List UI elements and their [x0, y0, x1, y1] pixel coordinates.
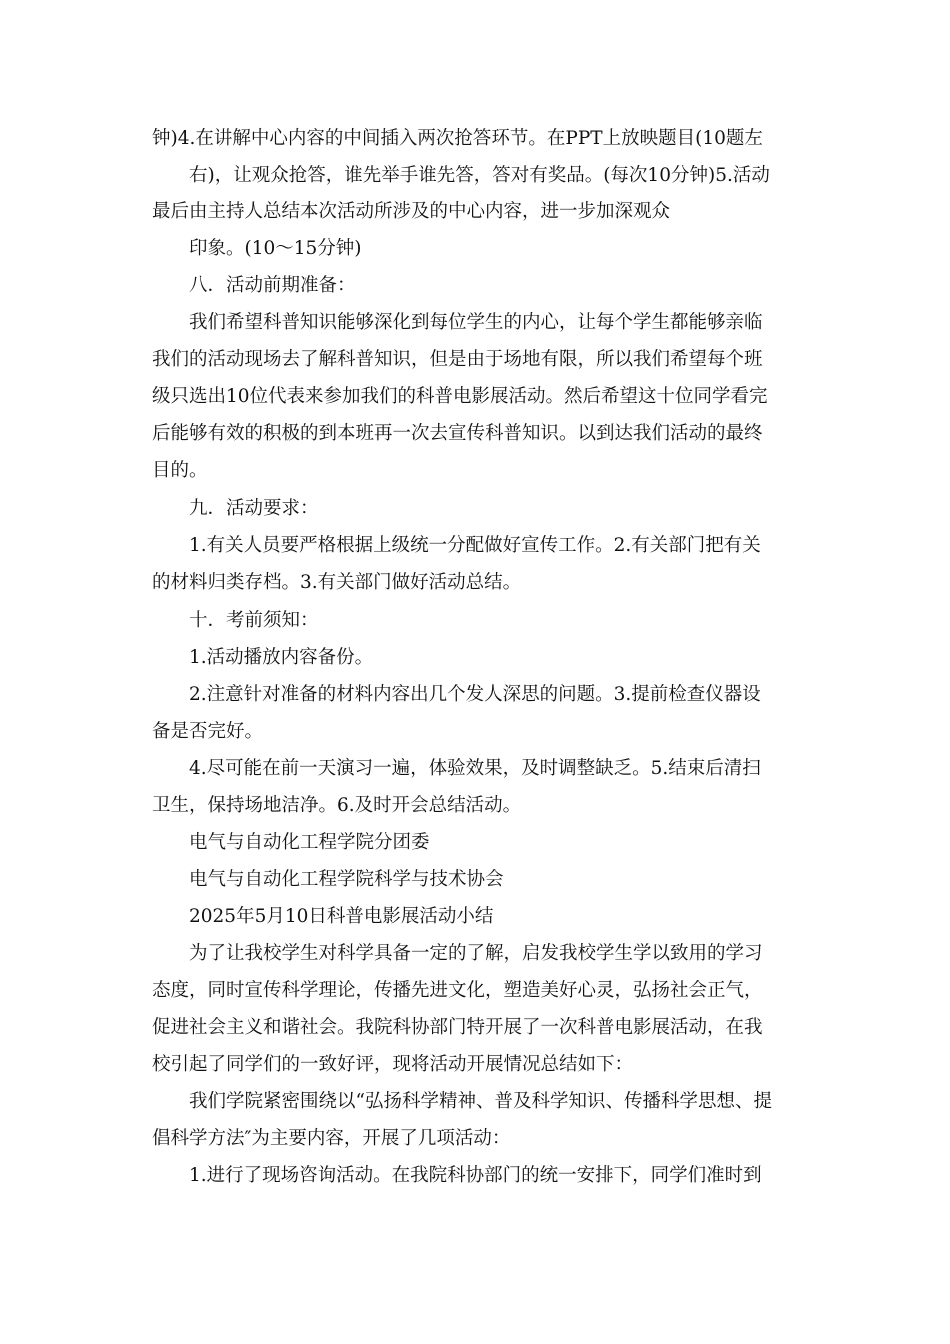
text-line: 1.有关人员要严格根据上级统一分配做好宣传工作。2.有关部门把有关: [189, 535, 761, 556]
text-line: 级只选出10位代表来参加我们的科普电影展活动。然后希望这十位同学看完: [152, 386, 768, 407]
text-line: 右)，让观众抢答，谁先举手谁先答，答对有奖品。(每次10分钟)5.活动: [189, 165, 770, 186]
text-line: 印象。(10～15分钟): [189, 238, 362, 259]
text-line: 1.进行了现场咨询活动。在我院科协部门的统一安排下，同学们准时到: [189, 1165, 762, 1186]
section-title: 2025年5月10日科普电影展活动小结: [189, 906, 494, 927]
section-heading: 八．活动前期准备：: [189, 275, 356, 296]
text-line: 2.注意针对准备的材料内容出几个发人深思的问题。3.提前检查仪器设: [189, 684, 761, 705]
text-line: 态度，同时宣传科学理论，传播先进文化，塑造美好心灵，弘扬社会正气，: [152, 980, 763, 1001]
text-line: 我们学院紧密围绕以“弘扬科学精神、普及科学知识、传播科学思想、提: [189, 1091, 772, 1112]
text-line: 促进社会主义和谐社会。我院科协部门特开展了一次科普电影展活动，在我: [152, 1017, 763, 1038]
text-line: 校引起了同学们的一致好评，现将活动开展情况总结如下：: [152, 1054, 634, 1075]
text-line: 倡科学方法″为主要内容，开展了几项活动：: [152, 1128, 511, 1149]
text-line: 后能够有效的积极的到本班再一次去宣传科普知识。以到达我们活动的最终: [152, 423, 763, 444]
text-line: 4.尽可能在前一天演习一遍，体验效果，及时调整缺乏。5.结束后清扫: [189, 758, 761, 779]
text-line: 为了让我校学生对科学具备一定的了解，启发我校学生学以致用的学习: [189, 943, 763, 964]
text-line: 1.活动播放内容备份。: [189, 647, 374, 668]
text-line: 的材料归类存档。3.有关部门做好活动总结。: [152, 572, 522, 593]
text-line: 目的。: [152, 460, 208, 481]
text-line: 最后由主持人总结本次活动所涉及的中心内容，进一步加深观众: [152, 201, 671, 222]
text-line: 卫生，保持场地洁净。6.及时开会总结活动。: [152, 795, 522, 816]
signature-line: 电气与自动化工程学院分团委: [189, 832, 430, 853]
section-heading: 九．活动要求：: [189, 498, 319, 519]
text-line: 我们希望科普知识能够深化到每位学生的内心，让每个学生都能够亲临: [189, 312, 763, 333]
text-line: 我们的活动现场去了解科普知识，但是由于场地有限，所以我们希望每个班: [152, 349, 763, 370]
text-line: 备是否完好。: [152, 721, 264, 742]
text-line: 钟)4.在讲解中心内容的中间插入两次抢答环节。在PPT上放映题目(10题左: [152, 128, 763, 149]
signature-line: 电气与自动化工程学院科学与技术协会: [189, 869, 504, 890]
section-heading: 十．考前须知：: [189, 610, 319, 631]
